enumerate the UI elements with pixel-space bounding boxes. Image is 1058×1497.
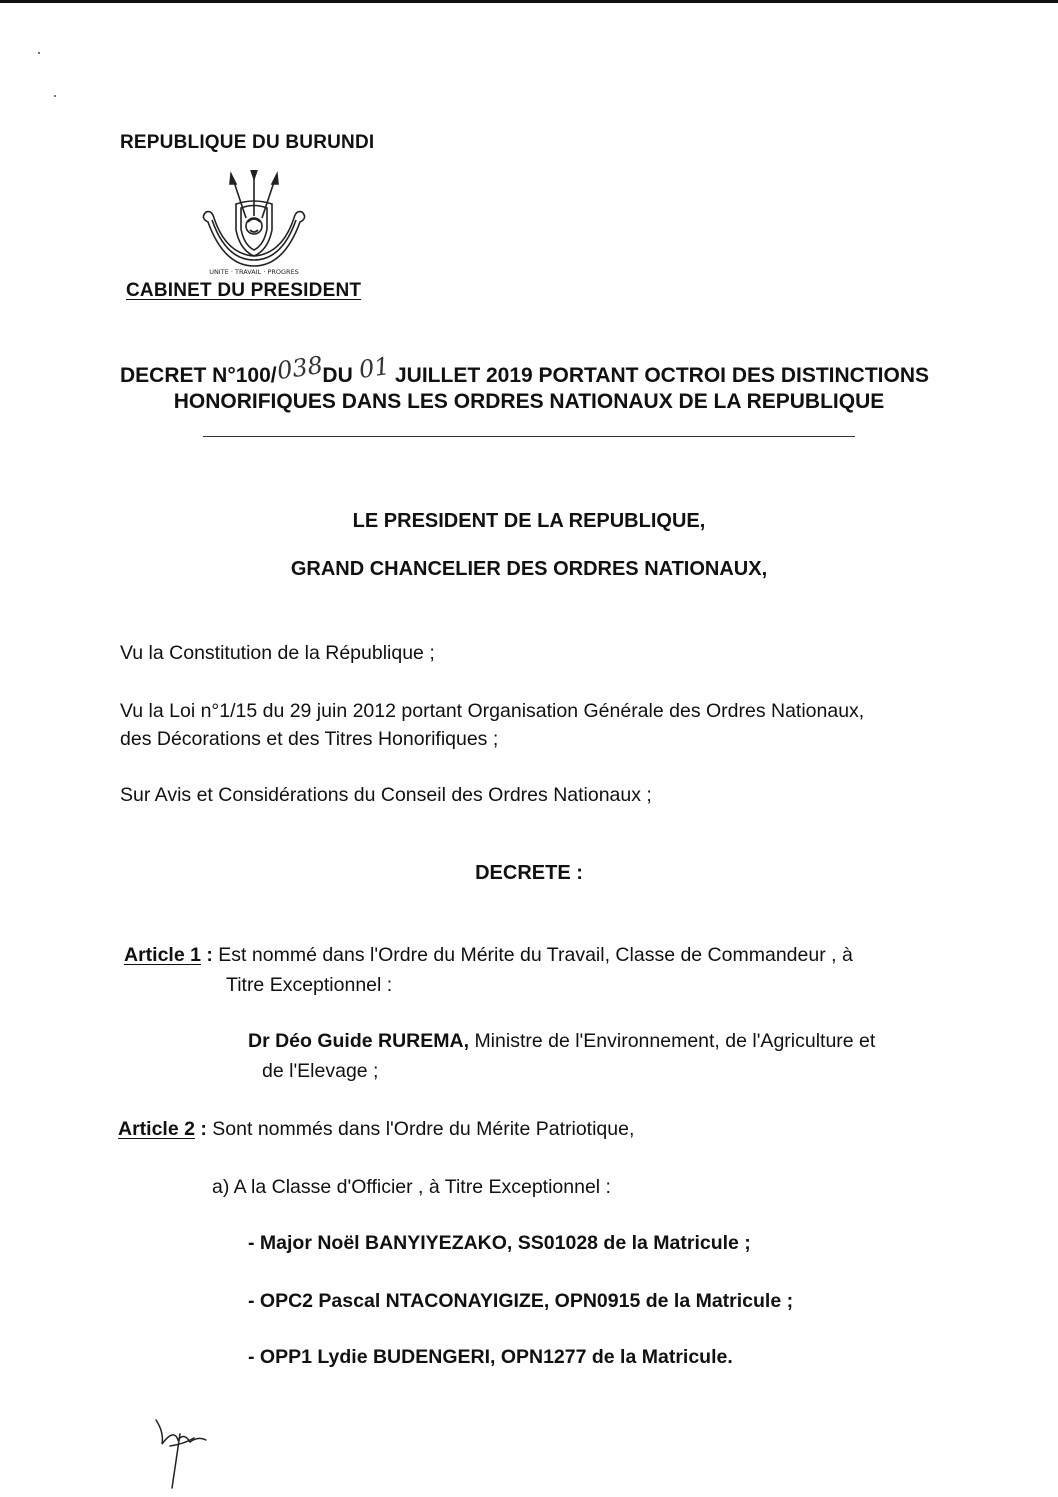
burundi-coat-of-arms: [198, 170, 310, 278]
decree-title-rest: JUILLET 2019 PORTANT OCTROI DES DISTINCTIONS: [395, 364, 930, 387]
decree-title-du: DU: [322, 364, 353, 387]
article-2-person: - OPC2 Pascal NTACONAYIGIZE, OPN0915 de la Matricule ;: [248, 1290, 794, 1312]
handwritten-decree-day: 01: [356, 352, 391, 384]
article-1-person-desc: Ministre de l'Environnement, de l'Agriculture et: [474, 1030, 876, 1052]
article-1-person-line2: de l'Elevage ;: [262, 1060, 379, 1082]
article-2-person: - Major Noël BANYIYEZAKO, SS01028 de la Matricule ;: [248, 1232, 751, 1254]
article-1-person-line1: [248, 1030, 875, 1053]
article-2-section-a: a) A la Classe d'Officier , à Titre Exceptionnel :: [212, 1176, 611, 1198]
article-2-colon: :: [194, 1118, 207, 1140]
authority-line1: LE PRESIDENT DE LA REPUBLIQUE,: [352, 510, 706, 532]
republic-heading: REPUBLIQUE DU BURUNDI: [120, 132, 375, 153]
article-2-line1: [118, 1118, 634, 1141]
decree-title-line1: [120, 350, 936, 388]
decree-title-line2: HONORIFIQUES DANS LES ORDRES NATIONAUX DE LA REPUBLIQUE: [173, 390, 885, 413]
handwritten-decree-number: 038: [274, 350, 325, 386]
article-1-colon: :: [200, 944, 213, 966]
article-2-label: Article 2: [118, 1118, 195, 1140]
article-1-text: Est nommé dans l'Ordre du Mérite du Travail, Classe de Commandeur , à: [218, 944, 853, 966]
article-2-text: Sont nommés dans l'Ordre du Mérite Patriotique,: [212, 1118, 635, 1140]
decrete-heading: DECRETE :: [475, 862, 583, 884]
consideration-law-line2: des Décorations et des Titres Honorifiques ;: [120, 728, 499, 750]
cabinet-heading: CABINET DU PRESIDENT: [126, 280, 362, 301]
article-1-line2: Titre Exceptionnel :: [226, 974, 393, 996]
consideration-council: Sur Avis et Considérations du Conseil des Ordres Nationaux ;: [120, 784, 652, 806]
article-1-label: Article 1: [124, 944, 201, 966]
authority-line2: GRAND CHANCELIER DES ORDRES NATIONAUX,: [290, 558, 768, 580]
article-2-person: - OPP1 Lydie BUDENGERI, OPN1277 de la Matricule.: [248, 1346, 733, 1368]
title-separator-line: [203, 436, 855, 437]
scan-speck: [38, 52, 40, 54]
article-1-person-name: Dr Déo Guide RUREMA,: [248, 1030, 470, 1052]
article-1-line1: [124, 944, 853, 967]
svg-text:UNITE · TRAVAIL · PROGRES: UNITE · TRAVAIL · PROGRES: [209, 268, 299, 276]
consideration-constitution: Vu la Constitution de la République ;: [120, 642, 435, 664]
decree-title-prefix: DECRET N°100/: [120, 364, 277, 387]
consideration-law-line1: Vu la Loi n°1/15 du 29 juin 2012 portant Organisation Générale des Ordres Nationaux,: [120, 700, 865, 722]
scan-speck: [54, 95, 56, 97]
scan-top-edge: [0, 0, 1058, 3]
handwritten-initials-mark: [150, 1418, 220, 1490]
